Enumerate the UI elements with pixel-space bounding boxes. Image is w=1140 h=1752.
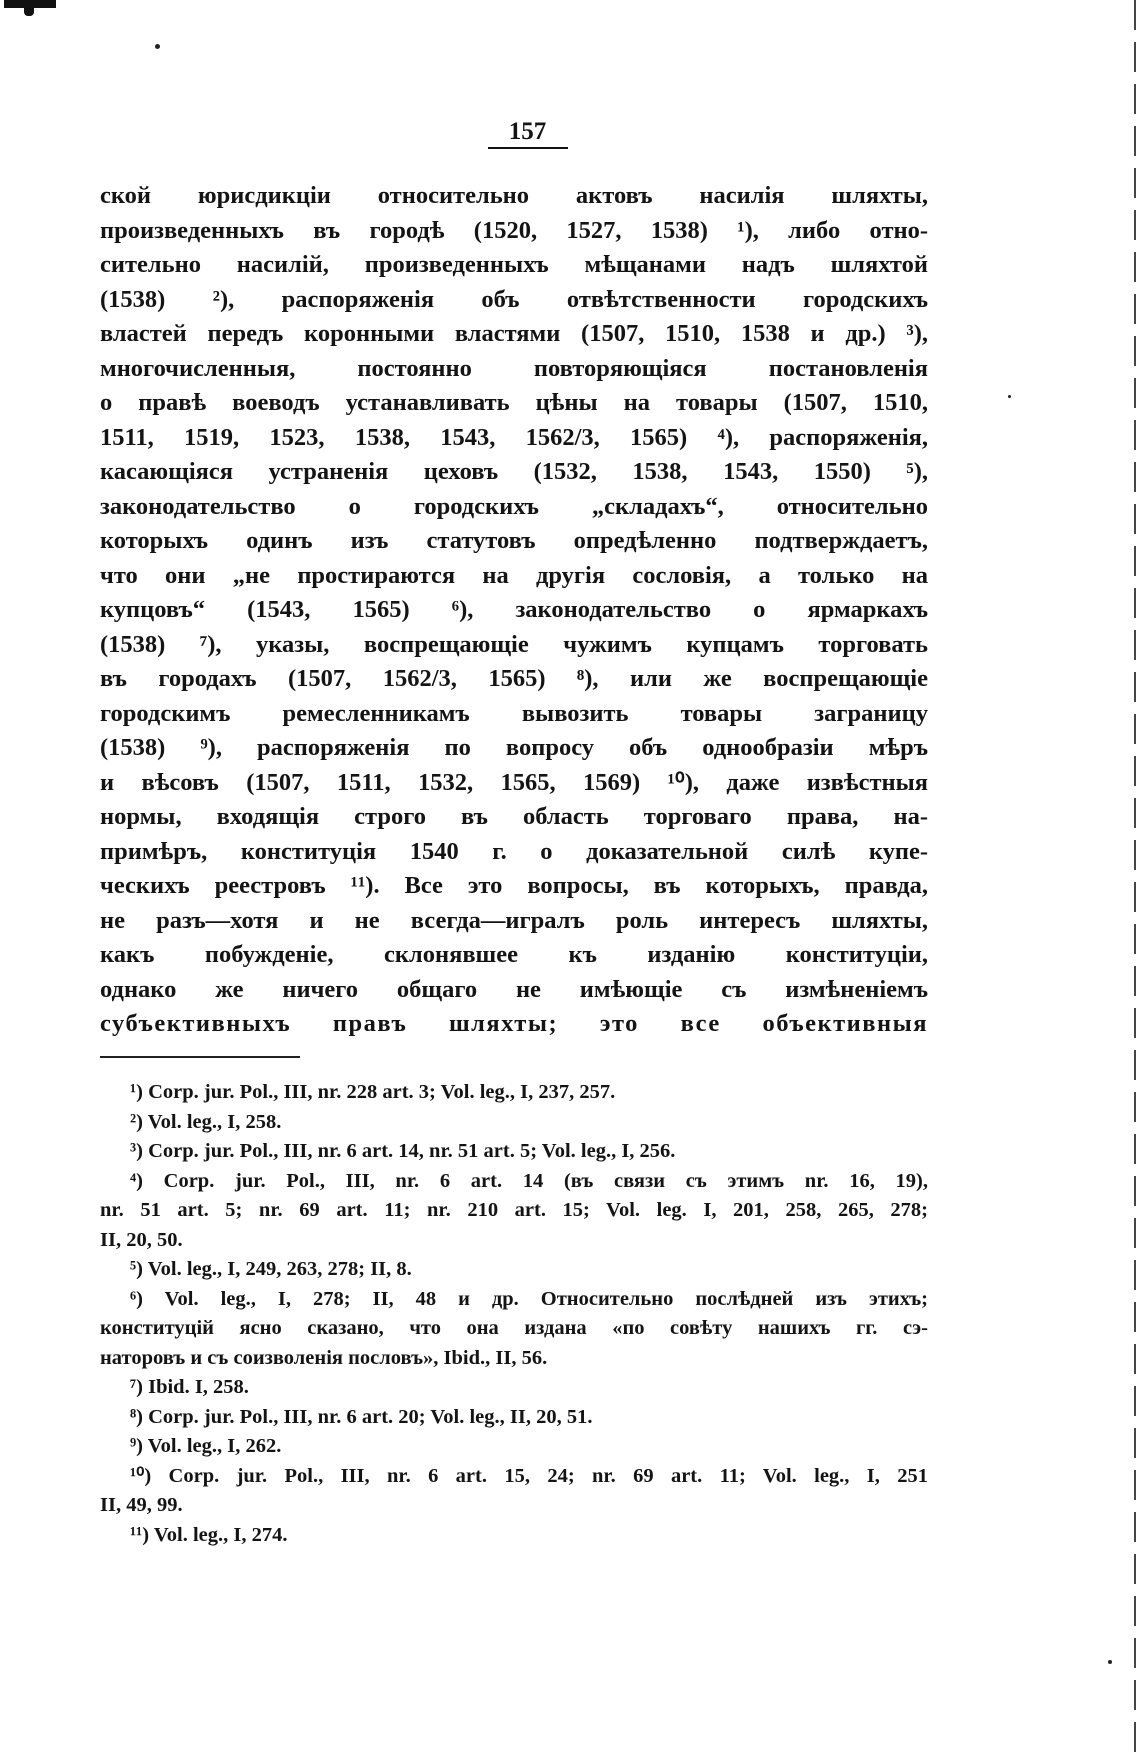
footnote-line: II, 49, 99.: [100, 1494, 183, 1516]
footnote-line: ²) Vol. leg., I, 258.: [130, 1110, 282, 1133]
body-line: (1538) ²), распоряженія объ отвѣтственности городскихъ: [100, 285, 928, 313]
body-line: многочисленныя, постоянно повторяющіяся постановленія: [100, 354, 928, 382]
body-line: (1538) ⁹), распоряженія по вопросу объ однообразіи мѣръ: [100, 734, 928, 761]
page-edge-line: [1134, 0, 1136, 1752]
footnote-line: наторовъ и съ соизволенія пословъ», Ibid., II, 56.: [100, 1346, 548, 1369]
ink-speck: [155, 44, 160, 49]
footnote-line: ¹) Corp. jur. Pol., III, nr. 228 art. 3; Vol. leg., I, 237, 257.: [130, 1081, 616, 1103]
body-line: примѣръ, конституція 1540 г. о доказательной силѣ купе-: [100, 837, 928, 865]
body-line: законодательство о городскихъ „складахъ“, относительно: [100, 492, 928, 520]
corner-mark: [4, 0, 56, 8]
page-number: 157: [508, 118, 547, 145]
body-line: какъ побужденіе, склонявшее къ изданію конституціи,: [100, 941, 928, 968]
body-line: что они „не простираются на другія сословія, а только на: [100, 561, 928, 589]
footnote-line: II, 20, 50.: [100, 1228, 183, 1251]
ink-speck: [1008, 395, 1011, 398]
ink-speck: [1108, 1660, 1112, 1664]
footnote-line: ⁶) Vol. leg., I, 278; II, 48 и др. Относительно послѣдней изъ этихъ;: [130, 1287, 928, 1310]
body-line: произведенныхъ въ городѣ (1520, 1527, 1538) ¹), либо отно-: [100, 216, 928, 244]
body-line: субъективныхъ правъ шляхты; это все объективныя: [100, 1010, 928, 1037]
footnote-separator: [100, 1056, 300, 1058]
footnote-line: ³) Corp. jur. Pol., III, nr. 6 art. 14, nr. 51 art. 5; Vol. leg., I, 256.: [130, 1140, 676, 1162]
body-text: [100, 179, 928, 1042]
body-line: (1538) ⁷), указы, воспрещающіе чужимъ купцамъ торговать: [100, 630, 928, 658]
footnote-line: ⁹) Vol. leg., I, 262.: [130, 1435, 282, 1457]
body-line: въ городахъ (1507, 1562/3, 1565) ⁸), или же воспрещающіе: [100, 665, 928, 692]
body-line: купцовъ“ (1543, 1565) ⁶), законодательство о ярмаркахъ: [100, 596, 928, 623]
body-line: нормы, входящія строго въ область торговаго права, на-: [100, 803, 928, 830]
body-line: ческихъ реестровъ ¹¹). Все это вопросы, въ которыхъ, правда,: [100, 872, 928, 899]
footnote-line: ¹¹) Vol. leg., I, 274.: [130, 1523, 288, 1546]
body-line: о правѣ воеводъ устанавливать цѣны на товары (1507, 1510,: [100, 389, 928, 416]
body-line: 1511, 1519, 1523, 1538, 1543, 1562/3, 1565) ⁴), распоряженія,: [100, 423, 928, 451]
body-line: сительно насилій, произведенныхъ мѣщанами надъ шляхтой: [100, 251, 928, 278]
footnote-line: ⁴) Corp. jur. Pol., III, nr. 6 art. 14 (въ связи съ этимъ nr. 16, 19),: [130, 1169, 928, 1192]
body-line: властей передъ коронными властями (1507, 1510, 1538 и др.) ³),: [100, 320, 928, 347]
body-line: однако же ничего общаго не имѣющіе съ измѣненіемъ: [100, 975, 928, 1003]
footnote-line: ⁷) Ibid. I, 258.: [130, 1376, 249, 1398]
body-line: касающіяся устраненія цеховъ (1532, 1538, 1543, 1550) ⁵),: [100, 458, 928, 485]
body-line: которыхъ одинъ изъ статутовъ опредѣленно подтверждаетъ,: [100, 527, 928, 554]
body-line: ской юрисдикціи относительно актовъ насилія шляхты,: [100, 182, 928, 209]
footnote-line: ⁵) Vol. leg., I, 249, 263, 278; II, 8.: [130, 1258, 412, 1280]
body-line: и вѣсовъ (1507, 1511, 1532, 1565, 1569) ¹⁰), даже извѣстныя: [100, 768, 928, 796]
footnotes: [100, 1078, 928, 1550]
footnote-line: ¹⁰) Corp. jur. Pol., III, nr. 6 art. 15, 24; nr. 69 art. 11; Vol. leg., I, 251: [130, 1464, 928, 1487]
footnote-line: конституцій ясно сказано, что она издана «по совѣту нашихъ гг. сэ-: [100, 1317, 928, 1339]
body-line: не разъ—хотя и не всегда—игралъ роль интересъ шляхты,: [100, 906, 928, 934]
page-number-rule: [488, 147, 568, 149]
body-line: городскимъ ремесленникамъ вывозить товары заграницу: [100, 699, 928, 727]
footnote-line: ⁸) Corp. jur. Pol., III, nr. 6 art. 20; Vol. leg., II, 20, 51.: [130, 1405, 593, 1428]
footnote-line: nr. 51 art. 5; nr. 69 art. 11; nr. 210 art. 15; Vol. leg. I, 201, 258, 265, 278;: [100, 1199, 928, 1221]
